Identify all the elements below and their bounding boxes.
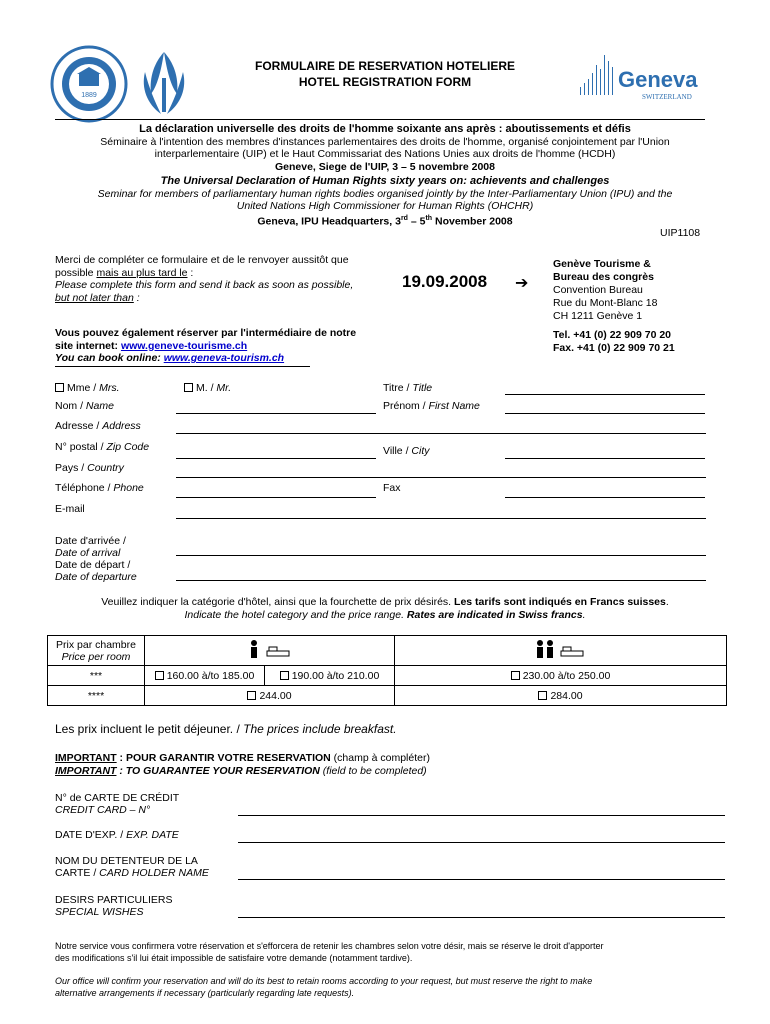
phone-label: Téléphone / Phone [55,482,144,494]
single-room-header [145,636,395,666]
rate-checkbox[interactable] [247,691,256,700]
dates-label: Date d'arrivée / Date of arrival Date de départ / Date of departure [55,535,137,583]
svg-text:SWITZERLAND: SWITZERLAND [642,93,692,101]
reference-code: UIP1108 [660,227,701,239]
rates-header: Prix par chambre Price per room [48,636,145,666]
title-label: Titre / Title [383,382,433,394]
footer-note-en: Our office will confirm your reservation and will do its best to retain rooms according to your request, but must reserve the right to make alternative arrangements if necessary (particularly regarding late requests). [55,976,593,998]
breakfast-note: Les prix incluent le petit déjeuner. / The prices include breakfast. [55,722,397,736]
city-label: Ville / City [383,445,430,457]
form-title-en: HOTEL REGISTRATION FORM [298,75,472,89]
exp-date-label: DATE D'EXP. / EXP. DATE [55,829,179,841]
credit-card-field[interactable] [238,815,725,816]
rates-table [47,635,727,706]
deadline-date: 19.09.2008 [402,272,488,291]
email-field[interactable] [176,518,706,519]
rate-option[interactable]: 160.00 à/to 185.00 [145,666,265,686]
laurel-hand-icon [135,42,193,122]
rate-row-stars: **** [48,686,145,706]
rate-checkbox[interactable] [280,671,289,680]
email-label: E-mail [55,503,85,515]
un-human-rights-logo [135,42,193,122]
phone-field[interactable] [176,497,376,498]
ipu-seal-icon [50,45,128,123]
rate-option[interactable]: 230.00 à/to 250.00 [395,666,727,686]
single-person-bed-icon [247,639,293,659]
card-holder-label: NOM DU DETENTEUR DE LA CARTE / CARD HOLDER NAME [55,855,209,879]
footer-note-fr: Notre service vous confirmera votre réservation et s'efforcera de retenir les chambres selon votre désir, mais se réserve le droit d'apporter des modifications s'il lui était impossible de satisfaire votre demande (notamment tardive). [55,941,604,963]
intro-line-4: Geneve, Siege de l'UIP, 3 – 5 novembre 2008 [274,160,495,173]
contact-block: Genève Tourisme & Bureau des congrès Convention Bureau Rue du Mont-Blanc 18 CH 1211 Genève 1 Tel. +41 (0) 22 909 70 20 Fax. +41 (0) 22 909 70 21 [553,258,675,354]
firstname-field[interactable] [505,413,705,414]
credit-card-label: N° de CARTE DE CRÉDIT CREDIT CARD – N° [55,792,180,816]
fax-field[interactable] [505,497,705,498]
firstname-label: Prénom / First Name [383,400,480,412]
address-field-1[interactable] [176,433,706,434]
header-divider [55,119,705,120]
two-persons-bed-icon [535,639,587,659]
arrival-date-field[interactable] [176,555,706,556]
card-holder-field[interactable] [238,879,725,880]
intro-line-1: La déclaration universelle des droits de l'homme soixante ans après : aboutissements et défis [139,123,631,135]
country-field[interactable] [176,477,706,478]
intro-line-3: interparlementaire (UIP) et le Haut Commissariat des Nations Unies aux droits de l'homme (HCDH) [154,148,616,160]
mr-checkbox[interactable] [184,383,193,392]
name-label: Nom / Name [55,400,114,412]
svg-text:1889: 1889 [81,92,97,99]
category-instructions: Veuillez indiquer la catégorie d'hôtel, ainsi que la fourchette de prix désirés. Les tarifs sont indiqués en Francs suisses. Indicate the hotel category and the price range. Rates are indicated in Swiss francs. [101,596,669,621]
arrow-right-icon: ➔ [515,275,529,292]
departure-date-field[interactable] [176,580,706,581]
geneva-skyline-icon [578,45,706,105]
mrs-checkbox[interactable] [55,383,64,392]
title-field[interactable] [505,394,705,395]
geneva-logo [578,45,706,105]
country-label: Pays / Country [55,462,124,474]
rate-option[interactable]: 244.00 [145,686,395,706]
intro-line-8: Geneva, IPU Headquarters, 3rd – 5th November 2008 [257,214,513,227]
mr-checkbox-label[interactable]: M. / Mr. [184,382,231,394]
fax-label: Fax [383,482,401,494]
intro-line-2: Séminaire à l'intention des membres d'instances parlementaires des droits de l'homme, organisé conjointement par l'Union [100,135,670,148]
form-title-fr: FORMULAIRE DE RESERVATION HOTELIERE [254,59,515,73]
rate-checkbox[interactable] [155,671,164,680]
mrs-checkbox-label[interactable]: Mme / Mrs. [55,382,120,394]
zip-label: N° postal / Zip Code [55,441,150,453]
rate-checkbox[interactable] [538,691,547,700]
intro-line-5: The Universal Declaration of Human Rights sixty years on: achievents and challenges [160,175,610,187]
special-wishes-label: DESIRS PARTICULIERS SPECIAL WISHES [55,894,173,918]
zip-field[interactable] [176,458,376,459]
exp-date-field[interactable] [238,842,725,843]
address-label: Adresse / Address [55,420,141,432]
rate-option[interactable]: 190.00 à/to 210.00 [265,666,395,686]
city-field[interactable] [505,458,705,459]
return-instructions: Merci de compléter ce formulaire et de le renvoyer aussitôt que possible mais au plus tard le : Please complete this form and send it back as soon as possible, but not later than : [55,254,354,304]
special-wishes-field[interactable] [238,917,725,918]
rate-checkbox[interactable] [511,671,520,680]
name-field[interactable] [176,413,376,414]
online-booking: Vous pouvez également réserver par l'intermédiaire de notre site internet: www.geneve-tourisme.ch You can book online: www.geneva-tourism.ch [55,327,357,364]
ipu-logo [50,45,128,123]
rate-option[interactable]: 284.00 [395,686,727,706]
geneva-tourism-link[interactable]: www.geneva-tourism.ch [163,352,285,364]
important-note: IMPORTANT : POUR GARANTIR VOTRE RESERVATION (champ à compléter) IMPORTANT : TO GUARANTEE YOUR RESERVATION (field to be completed) [55,752,430,777]
svg-text:Geneva: Geneva [618,67,698,92]
online-divider [55,366,310,367]
rate-row-stars: *** [48,666,145,686]
geneve-tourisme-link[interactable]: www.geneve-tourisme.ch [120,339,248,352]
double-room-header [395,636,727,666]
intro-line-7: United Nations High Commissioner for Human Rights (OHCHR) [236,200,534,212]
intro-line-6: Seminar for members of parliamentary human rights bodies organised jointly by the Inter-Parliamentary Union (IPU) and the [97,187,673,200]
